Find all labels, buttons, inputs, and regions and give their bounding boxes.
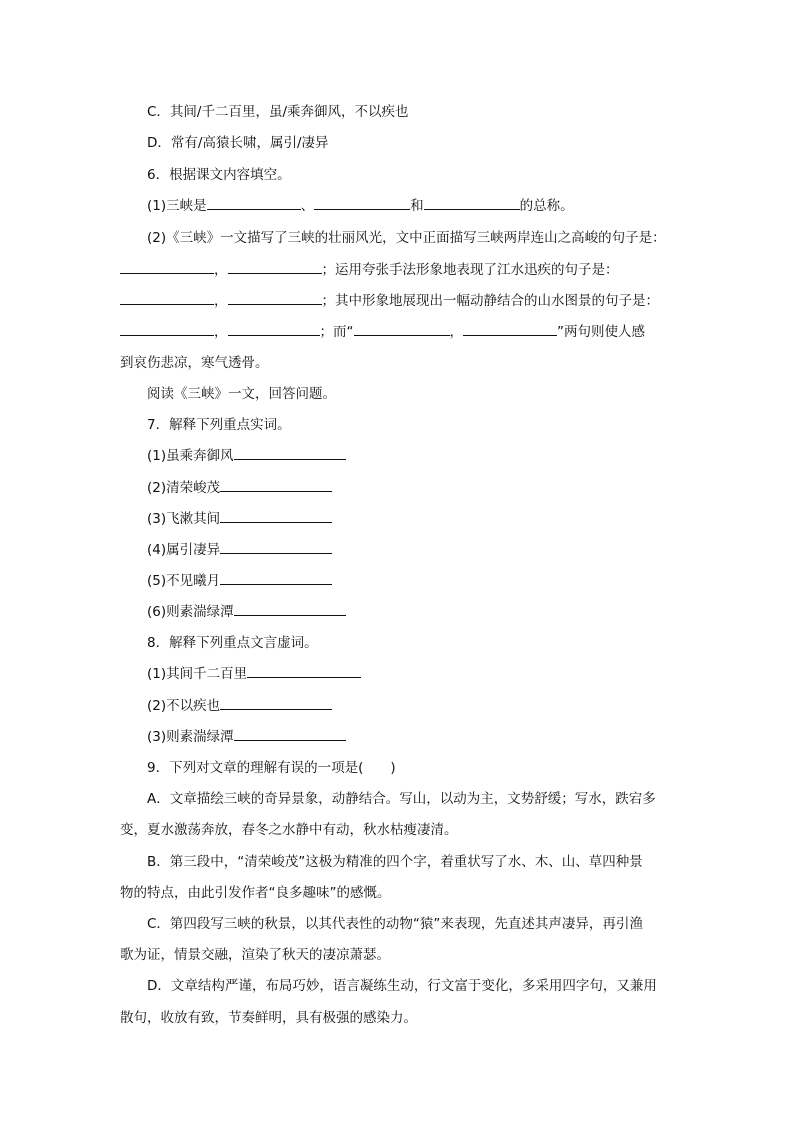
q7-item xyxy=(147,540,332,560)
q5-option-c: C．其间/千二百里，虽/乘奔御风，不以疾也 xyxy=(147,104,409,120)
answer-blank[interactable] xyxy=(463,322,557,336)
q6-part1-lead: (1)三峡是 xyxy=(147,198,207,214)
q7-item-label: (6)则素湍绿潭 xyxy=(147,604,234,620)
q8-item-label: (1)其间千二百里 xyxy=(147,666,248,682)
answer-blank[interactable] xyxy=(207,196,301,210)
q6-part1-tail: 的总称。 xyxy=(519,198,574,214)
q9-option-b-line2: 物的特点，由此引发作者“良多趣味”的感慨。 xyxy=(120,885,391,901)
q6-part2-text-d: ；而“ xyxy=(319,324,354,340)
answer-blank[interactable] xyxy=(424,196,520,210)
q9-option-a-line2: 变，夏水激荡奔放，春冬之水静中有动，秋水枯瘦凄清。 xyxy=(120,822,458,838)
q6-part2-line1: (2)《三峡》一文描写了三峡的壮丽风光，文中正面描写三峡两岸连山之高峻的句子是： xyxy=(147,230,666,246)
q7-item-label: (5)不见曦月 xyxy=(147,573,221,589)
answer-blank[interactable] xyxy=(120,291,214,305)
answer-blank[interactable] xyxy=(220,509,332,523)
answer-blank[interactable] xyxy=(354,322,450,336)
answer-blank[interactable] xyxy=(220,478,332,492)
q7-item xyxy=(147,509,332,529)
q8-title: 8．解释下列重点文言虚词。 xyxy=(147,635,318,651)
q6-part2-text-e: ”两句则使人感 xyxy=(557,324,645,340)
q6-part1 xyxy=(147,196,574,216)
comma: ， xyxy=(214,262,228,278)
answer-blank[interactable] xyxy=(234,602,346,616)
q7-item xyxy=(147,602,346,622)
q9-option-d-line1: D．文章结构严谨，布局巧妙，语言凝练生动，行文富于变化，多采用四字句，又兼用 xyxy=(147,978,657,994)
q9-title: 9．下列对文章的理解有误的一项是( ) xyxy=(147,760,396,776)
q9-option-a-line1: A．文章描绘三峡的奇异景象，动静结合。写山，以动为主，文势舒缓；写水，跌宕多 xyxy=(147,791,656,807)
q9-option-c-line1: C．第四段写三峡的秋景，以其代表性的动物“猿”来表现，先直述其声凄异，再引渔 xyxy=(147,916,643,932)
answer-blank[interactable] xyxy=(314,196,410,210)
reading-prompt: 阅读《三峡》一文，回答问题。 xyxy=(147,386,336,402)
answer-blank[interactable] xyxy=(247,664,361,678)
answer-blank[interactable] xyxy=(220,540,332,554)
q7-title: 7．解释下列重点实词。 xyxy=(147,417,291,433)
q7-item xyxy=(147,571,332,591)
q8-item-label: (3)则素湍绿潭 xyxy=(147,729,234,745)
q6-part2-line2 xyxy=(120,260,619,280)
q9-option-b-line1: B．第三段中，“清荣峻茂”这极为精准的四个字，着重状写了水、木、山、草四种景 xyxy=(147,854,643,870)
q9-option-c-line2: 歌为证，情景交融，渲染了秋天的凄凉萧瑟。 xyxy=(120,947,390,963)
q7-item xyxy=(147,478,332,498)
q5-option-d: D．常有/高猿长啸，属引/凄异 xyxy=(147,135,329,151)
answer-blank[interactable] xyxy=(120,322,214,336)
q7-item-label: (1)虽乘奔御风 xyxy=(147,448,234,464)
q6-part2-text-b: ；运用夸张手法形象地表现了江水迅疾的句子是： xyxy=(321,262,619,278)
q7-item-label: (2)清荣峻茂 xyxy=(147,480,221,496)
q6-part1-sep: 、 xyxy=(300,198,315,214)
q8-item xyxy=(147,664,361,684)
q8-item xyxy=(147,696,332,716)
answer-blank[interactable] xyxy=(220,571,332,585)
q7-item-label: (3)飞漱其间 xyxy=(147,511,221,527)
q9-option-d-line2: 散句，收放有致，节奏鲜明，具有极强的感染力。 xyxy=(120,1010,417,1026)
q6-part2-text-c: ；其中形象地展现出一幅动静结合的山水图景的句子是： xyxy=(321,293,659,309)
q7-item xyxy=(147,446,346,466)
comma: ， xyxy=(449,324,463,340)
comma: ， xyxy=(214,324,228,340)
answer-blank[interactable] xyxy=(220,696,332,710)
q6-part2-line5: 到哀伤悲凉，寒气透骨。 xyxy=(120,355,269,371)
answer-blank[interactable] xyxy=(228,260,322,274)
answer-blank[interactable] xyxy=(228,291,322,305)
q6-part2-line4 xyxy=(120,322,645,342)
comma: ， xyxy=(214,293,228,309)
answer-blank[interactable] xyxy=(120,260,214,274)
answer-blank[interactable] xyxy=(228,322,320,336)
q7-item-label: (4)属引凄异 xyxy=(147,542,221,558)
q6-title: 6．根据课文内容填空。 xyxy=(147,167,291,183)
q8-item-label: (2)不以疾也 xyxy=(147,698,221,714)
q8-item xyxy=(147,727,346,747)
answer-blank[interactable] xyxy=(234,446,346,460)
answer-blank[interactable] xyxy=(234,727,346,741)
q6-part2-line3 xyxy=(120,291,659,311)
q6-part1-and: 和 xyxy=(410,198,424,214)
